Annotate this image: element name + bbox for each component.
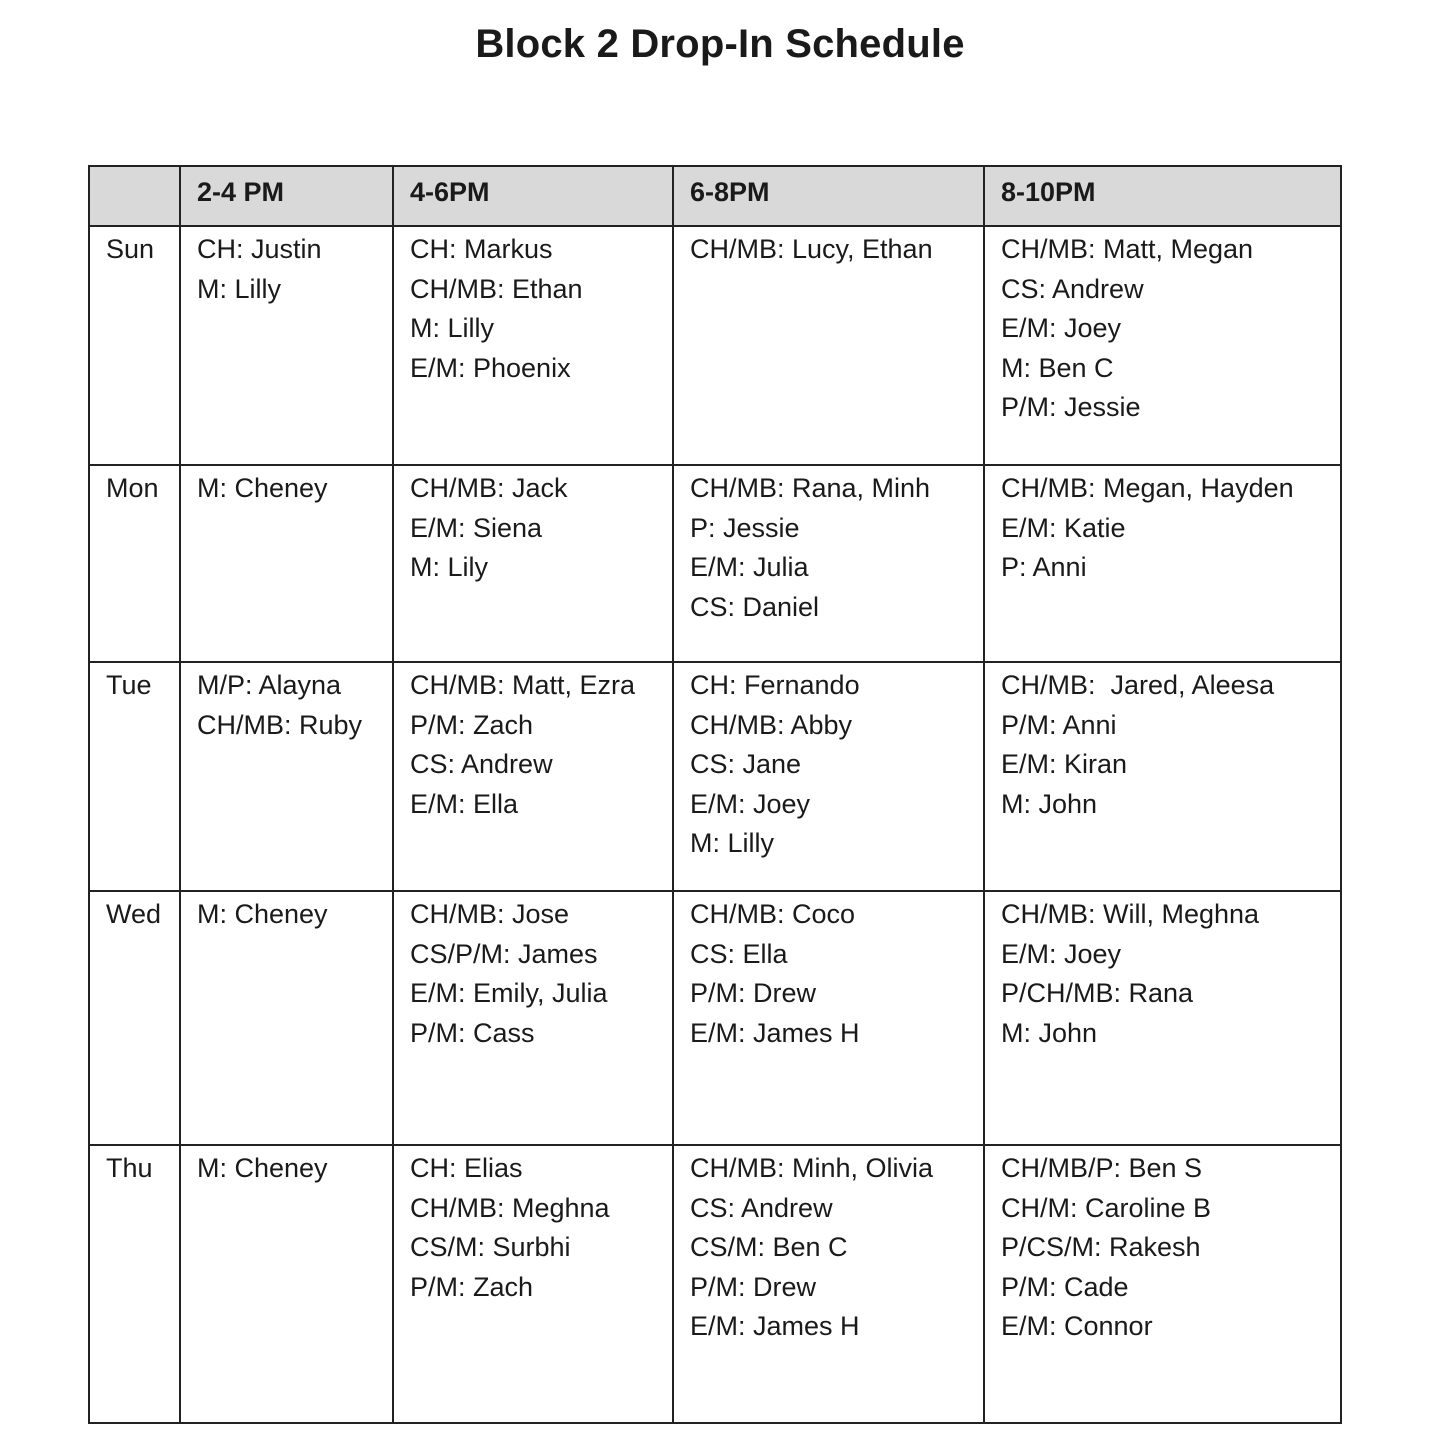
assignment: CH/MB: Ethan <box>410 273 583 304</box>
assignment: CH: Justin <box>197 234 322 264</box>
assignment: M: Lilly <box>410 313 495 343</box>
assignment: P/M: Drew <box>690 978 817 1008</box>
slot-cell <box>984 1145 1341 1423</box>
assignment: P: Anni <box>1001 552 1087 582</box>
day-cell: Thu <box>89 1145 180 1423</box>
assignment: M: Lilly <box>690 828 775 858</box>
assignment: CS: Andrew <box>410 749 553 779</box>
slot-cell <box>393 891 673 1145</box>
table-row-wed <box>89 891 1341 1145</box>
schedule-table <box>88 165 1342 1424</box>
assignment: P/M: Zach <box>410 709 534 740</box>
assignment: CH/MB: Abby <box>690 709 853 740</box>
assignment: E/M: Emily, Julia <box>410 978 608 1008</box>
assignment: E/M: Joey <box>1001 938 1122 969</box>
assignment: E/M: Joey <box>690 788 811 819</box>
slot-cell <box>673 891 984 1145</box>
slot-cell <box>984 662 1341 891</box>
assignment: CS/M: Ben C <box>690 1232 848 1262</box>
assignment: M: John <box>1001 788 1098 819</box>
slot-cell <box>180 465 393 662</box>
assignment: E/M: Connor <box>1001 1311 1153 1341</box>
assignment: M: Lily <box>410 552 489 582</box>
assignment: E/M: Julia <box>690 552 809 582</box>
assignment: CH/MB: Lucy, Ethan <box>690 234 933 264</box>
assignment: CH/MB: Jared, Aleesa <box>1001 670 1275 700</box>
assignment: P/M: Cade <box>1001 1271 1129 1302</box>
assignment: CH/M: Caroline B <box>1001 1192 1212 1223</box>
assignment: E/M: Joey <box>1001 313 1122 343</box>
slot-cell <box>180 1145 393 1423</box>
day-cell: Mon <box>89 465 180 662</box>
assignment: CS/P/M: James <box>410 938 598 969</box>
header-cell-2-4pm: 2-4 PM <box>180 166 393 226</box>
assignment: CH/MB/P: Ben S <box>1001 1153 1203 1183</box>
assignment: CS: Ella <box>690 938 788 969</box>
assignment: E/M: James H <box>690 1017 860 1048</box>
slot-cell <box>393 465 673 662</box>
assignment: CH/MB: Matt, Megan <box>1001 234 1254 264</box>
day-cell: Tue <box>89 662 180 891</box>
assignment: M: Cheney <box>197 899 328 929</box>
slot-cell <box>673 662 984 891</box>
assignment: E/M: Kiran <box>1001 749 1128 779</box>
assignment: CS/M: Surbhi <box>410 1232 571 1262</box>
page-title: Block 2 Drop-In Schedule <box>475 22 965 66</box>
assignment: CH: Elias <box>410 1153 523 1183</box>
table-row-thu <box>89 1145 1341 1423</box>
assignment: CH/MB: Rana, Minh <box>690 473 931 503</box>
assignment: CH/MB: Coco <box>690 899 856 929</box>
assignment: M: Cheney <box>197 473 328 503</box>
assignment: CH/MB: Ruby <box>197 709 363 740</box>
header-cell-6-8pm: 6-8PM <box>673 166 984 226</box>
assignment: M: Ben C <box>1001 352 1114 383</box>
assignment: P: Jessie <box>690 512 800 543</box>
assignment: M: Lilly <box>197 273 282 304</box>
assignment: E/M: Ella <box>410 788 519 819</box>
day-cell: Sun <box>89 226 180 465</box>
slot-cell <box>984 226 1341 465</box>
table-row-sun <box>89 226 1341 465</box>
assignment: CS: Andrew <box>690 1192 833 1223</box>
assignment: P/CH/MB: Rana <box>1001 978 1194 1008</box>
header-cell-4-6pm: 4-6PM <box>393 166 673 226</box>
assignment: CH/MB: Jose <box>410 899 570 929</box>
assignment: CS: Andrew <box>1001 273 1144 304</box>
assignment: CS: Daniel <box>690 591 820 622</box>
assignment: P/M: Cass <box>410 1017 535 1048</box>
slot-cell <box>984 465 1341 662</box>
assignment: P/M: Jessie <box>1001 392 1141 422</box>
table-row-mon <box>89 465 1341 662</box>
header-row <box>89 166 1341 226</box>
header-cell-8-10pm: 8-10PM <box>984 166 1341 226</box>
assignment: M: Cheney <box>197 1153 328 1183</box>
assignment: CH/MB: Jack <box>410 473 568 503</box>
table-row-tue <box>89 662 1341 891</box>
slot-cell <box>673 465 984 662</box>
header-cell-corner <box>89 166 180 226</box>
slot-cell <box>180 662 393 891</box>
assignment: CH: Fernando <box>690 670 860 700</box>
slot-cell <box>393 662 673 891</box>
assignment: M: John <box>1001 1017 1098 1048</box>
assignment: M/P: Alayna <box>197 670 342 700</box>
assignment: P/M: Drew <box>690 1271 817 1302</box>
assignment: CH/MB: Megan, Hayden <box>1001 473 1294 503</box>
assignment: CS: Jane <box>690 749 802 779</box>
assignment: E/M: James H <box>690 1311 860 1341</box>
assignment: CH/MB: Matt, Ezra <box>410 670 636 700</box>
assignment: E/M: Siena <box>410 512 543 543</box>
slot-cell <box>984 891 1341 1145</box>
assignment: P/M: Zach <box>410 1271 534 1302</box>
assignment: E/M: Katie <box>1001 512 1126 543</box>
assignment: CH/MB: Minh, Olivia <box>690 1153 934 1183</box>
slot-cell <box>673 1145 984 1423</box>
day-cell: Wed <box>89 891 180 1145</box>
assignment: P/M: Anni <box>1001 709 1117 740</box>
slot-cell <box>180 226 393 465</box>
assignment: CH: Markus <box>410 234 553 264</box>
assignment: CH/MB: Meghna <box>410 1192 610 1223</box>
assignment: P/CS/M: Rakesh <box>1001 1232 1201 1262</box>
slot-cell <box>393 1145 673 1423</box>
assignment: E/M: Phoenix <box>410 352 571 383</box>
slot-cell <box>393 226 673 465</box>
assignment: CH/MB: Will, Meghna <box>1001 899 1260 929</box>
slot-cell <box>180 891 393 1145</box>
slot-cell <box>673 226 984 465</box>
